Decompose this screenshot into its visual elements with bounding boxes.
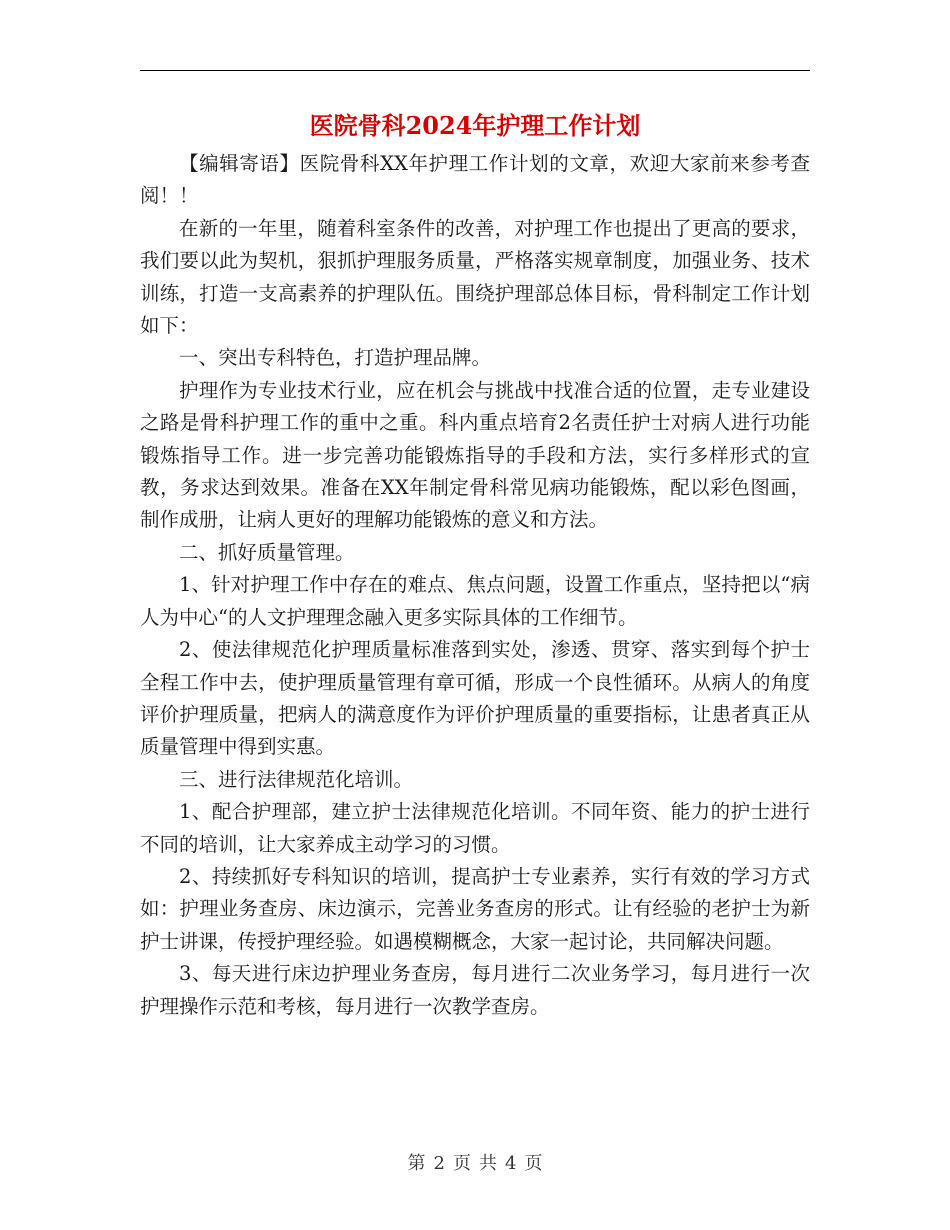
editor-note-paragraph: 【编辑寄语】医院骨科XX年护理工作计划的文章，欢迎大家前来参考查阅！！ xyxy=(140,152,810,208)
section-3-item-1: 1、配合护理部，建立护士法律规范化培训。不同年资、能力的护士进行不同的培训，让大家养成主动学习的习惯。 xyxy=(140,800,810,856)
section-3-item-3: 3、每天进行床边护理业务查房，每月进行二次业务学习，每月进行一次护理操作示范和考核，每月进行一次教学查房。 xyxy=(140,962,810,1018)
section-heading-1: 一、突出专科特色，打造护理品牌。 xyxy=(179,346,492,370)
page-mid: 页 xyxy=(453,1153,471,1174)
page-prefix: 第 xyxy=(407,1153,426,1174)
header-rule xyxy=(140,70,810,71)
total-prefix: 共 xyxy=(479,1153,497,1174)
section-2-item-2: 2、使法律规范化护理质量标准落到实处，渗透、贯穿、落实到每个护士全程工作中去，使护理质量管理有章可循，形成一个良性循环。从病人的角度评价护理质量，把病人的满意度作为评价护理质量的重要指标，让患者真正从质量管理中得到实惠。 xyxy=(140,638,810,759)
section-heading-2: 二、抓好质量管理。 xyxy=(179,540,355,564)
section-3-item-2: 2、持续抓好专科知识的培训，提高护士专业素养，实行有效的学习方式如：护理业务查房、床边演示，完善业务查房的形式。让有经验的老护士为新护士讲课，传授护理经验。如遇模糊概念，大家一起讨论，共同解决问题。 xyxy=(140,864,810,953)
section-1-paragraph: 护理作为专业技术行业，应在机会与挑战中找准合适的位置，走专业建设之路是骨科护理工作的重中之重。科内重点培育2名责任护士对病人进行功能锻炼指导工作。进一步完善功能锻炼指导的手段和方法，实行多样形式的宣教，务求达到效果。准备在XX年制定骨科常见病功能锻炼，配以彩色图画，制作成册，让病人更好的理解功能锻炼的意义和方法。 xyxy=(140,378,810,532)
page-current: 2 xyxy=(433,1153,445,1174)
section-heading-3: 三、进行法律规范化培训。 xyxy=(179,767,414,791)
document-title: 医院骨科2024年护理工作计划 xyxy=(309,111,641,140)
section-2-item-1: 1、针对护理工作中存在的难点、焦点问题，设置工作重点，坚持把以“病人为中心“的人文护理理念融入更多实际具体的工作细节。 xyxy=(140,573,810,629)
page-footer xyxy=(140,1152,810,1176)
page-total: 4 xyxy=(505,1153,517,1174)
page-suffix: 页 xyxy=(524,1153,543,1174)
intro-paragraph: 在新的一年里，随着科室条件的改善，对护理工作也提出了更高的要求，我们要以此为契机，狠抓护理服务质量，严格落实规章制度，加强业务、技术训练，打造一支高素养的护理队伍。围绕护理部总体目标，骨科制定工作计划如下： xyxy=(140,216,810,338)
document-body xyxy=(140,148,810,1023)
